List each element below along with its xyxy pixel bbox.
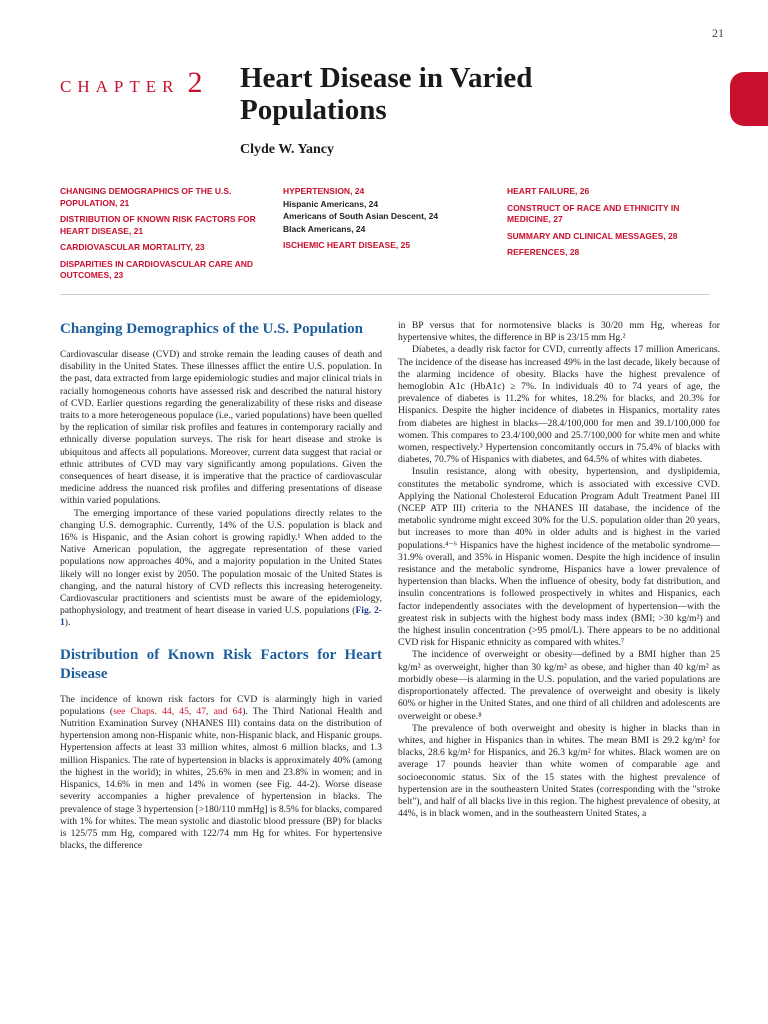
toc-entry[interactable]: REFERENCES, 28 (507, 247, 580, 257)
toc-entry[interactable]: DISPARITIES IN CARDIOVASCULAR CARE AND OUTCOMES, 23 (60, 258, 253, 280)
toc-column-1 (60, 186, 260, 287)
paragraph: Cardiovascular disease (CVD) and stroke remain the leading causes of death and disability in the United States. These illnesses afflict the entire U.S. population. In the past, data extracted from large epidemiologic studies and major clinical trials in racially homogeneous cohorts have assessed risk and described the natural history of CVD. Earlier questions regarding the generalizability of these risks and disease traits to a more heterogeneous populace (i.e., varied populations) have been quelled by the replication of similar risk profiles and features in contemporary racially and ethnically diverse population surveys. The risk for heart disease and stroke is ubiquitous and affects all populations. Moreover, current data suggest that racial or ethnic attributes of CVD may vary significantly among populations. Given the consequences of heart disease, it is imperative that the practice of cardiovascular medicine address the nuanced risk profiles and differing presentations of disease within varied populations. (60, 349, 382, 507)
toc-subentry[interactable]: Hispanic Americans, 24 (283, 198, 379, 209)
toc-column-3 (507, 186, 717, 264)
toc-entry[interactable]: CHANGING DEMOGRAPHICS OF THE U.S. POPULATION, 21 (60, 186, 232, 208)
toc-column-2 (283, 186, 463, 257)
left-column (60, 320, 382, 852)
toc-entry[interactable]: HYPERTENSION, 24 (283, 186, 365, 196)
paragraph: The prevalence of both overweight and obesity is higher in blacks than in whites, and higher in Hispanics than in whites. The mean BMI is 29.2 kg/m² for blacks, 28.6 kg/m² for Hispanics, and 26.3 kg/m² for whites. Black women are on average 17 pounds heavier than white women of comparable age and socioeconomic status. Six of the 15 states with the highest prevalence of hypertension are in the southeastern United States (corresponding with the "stroke belt"), and half of all blacks live in this region. The highest prevalence of obesity, at 44%, is in black women, and in the southeastern United States, a (398, 722, 720, 820)
toc-subentry[interactable]: Black Americans, 24 (283, 223, 366, 234)
toc-entry[interactable]: CARDIOVASCULAR MORTALITY, 23 (60, 242, 205, 252)
page-number: 21 (712, 26, 724, 40)
paragraph: Insulin resistance, along with obesity, hypertension, and dyslipidemia, constitutes the metabolic syndrome, which is associated with excessive CVD. Applying the National Cholesterol Education Program Adult Treatment Panel III (NCEP ATP III) criteria to the NHANES III database, the incidence of the metabolic syndrome might exceed 30% for the U.S. population older than 20 years, but increases to more than 40% in older adults and is highest in the varied populations.⁴⁻⁶ Hispanics have the highest incidence of the metabolic syndrome—31.9% overall, and 35% in Hispanic women. Despite the high incidence of insulin resistance and the metabolic syndrome, Hispanics have a lower prevalence of hypertension than blacks. When the influence of obesity, body fat distribution, and insulin concentrations is followed prospectively in whites and Hispanics, each factor independently associates with the development of hypertension—with the greatest risk in subjects with the highest body mass index (BMI; >30 kg/m²) and the highest insulin concentration (>95 pmol/L). There appears to be no additional CVD risk for Hispanic ethnicity as compared with whites.⁷ (398, 466, 720, 649)
figure-link[interactable]: Fig. 2-1 (60, 605, 382, 629)
heading-risk-factors: Distribution of Known Risk Factors for Heart Disease (60, 646, 382, 682)
chapter-number: 2 (187, 66, 203, 99)
chapter-reference-link[interactable]: see Chaps. 44, 45, 47, and 64 (113, 705, 243, 717)
toc-entry[interactable]: SUMMARY AND CLINICAL MESSAGES, 28 (507, 230, 678, 241)
toc-entry[interactable]: HEART FAILURE, 26 (507, 186, 590, 196)
toc-entry[interactable]: DISTRIBUTION OF KNOWN RISK FACTORS FOR HEART DISEASE, 21 (60, 214, 256, 236)
paragraph: The incidence of known risk factors for CVD is alarmingly high in varied populations (see Chaps. 44, 45, 47, and 64). The Third National Health and Nutrition Examination Survey (NHANES III) contains data on the distribution of hypertension among non-Hispanic white, non-Hispanic black, and Hispanic groups. Hypertension affects at least 33 million whites, almost 6 million blacks, and 1.3 million Hispanics. The rate of hypertension in blacks is approximately 40% (among the highest in the world); in whites, 25.6% in men and 23.8% in women; and in Hispanics, 14.6% in men and 14% in women (see Fig. 44-2). Worse disease severity accompanies a higher prevalence of hypertension in blacks. The prevalence of stage 3 hypertension [>180/110 mmHg] is 8.5% for blacks, compared with 1% for whites. The mean systolic and diastolic blood pressure (BP) for blacks is 125/75 mm Hg, compared with 122/74 mm Hg for whites. For hypertensive blacks, the difference (60, 693, 382, 852)
paragraph: The incidence of overweight or obesity—defined by a BMI higher than 25 kg/m² as overweight, higher than 30 kg/m² as obese, and higher than 40 kg/m² as morbidly obese—is alarming in the U.S. population, and the varied populations are disproportionately affected. The prevalence of overweight and obesity is likely 60% or higher in the United States, and one third of all children and adolescents are overweight or obese.⁸ (398, 649, 720, 722)
section-divider (60, 294, 710, 295)
toc-subentry[interactable]: Americans of South Asian Descent, 24 (283, 211, 439, 221)
paragraph: The emerging importance of these varied populations directly relates to the changing U.S. demographic. Currently, 14% of the U.S. population is black and 16% is Hispanic, and the Asian cohort is growing rapidly.¹ When added to the Native American population, the aggregate representation of these varied populations now approaches 40%, and a majority population in the United States likely will no longer exist by 2050. The population mosaic of the United States is changing, and the natural history of CVD reflects this increasing heterogeneity. Cardiovascular practitioners and scientists must be aware of the epidemiology, pathophysiology, and treatment of heart disease in varied U.S. populations (Fig. 2-1). (60, 507, 382, 629)
chapter-title: Heart Disease in Varied Populations (240, 62, 533, 126)
chapter-author: Clyde W. Yancy (240, 142, 335, 157)
toc-entry[interactable]: ISCHEMIC HEART DISEASE, 25 (283, 240, 411, 250)
chapter-label (60, 66, 202, 100)
right-column (398, 320, 720, 820)
paragraph: Diabetes, a deadly risk factor for CVD, currently affects 17 million Americans. The incidence of the disease has increased 49% in the last decade, likely because of the alarming incidence of obesity. Blacks have the highest prevalence of hemoglobin A1c (HbA1c) ≥ 7%. In individuals 40 to 74 years of age, the prevalence of diabetes is 11.2% for whites, 18.2% for blacks, and 20.3% for Hispanics. Despite the higher incidence of diabetes in Hispanics, mortality rates from diabetes are highest in blacks—28.4/100,000 for men and 39.1/100,000 for women. This compares to 23.4/100,000 and 25.7/100,000 for white men and white women, respectively.³ Hypertension concomitantly occurs in 75.4% of blacks with diabetes, 70.7% of Hispanics with diabetes, and 64.5% of whites with diabetes. (398, 344, 720, 466)
paragraph: in BP versus that for normotensive blacks is 30/20 mm Hg, whereas for hypertensive whites, the difference in BP is 23/15 mm Hg.² (398, 320, 720, 344)
heading-demographics: Changing Demographics of the U.S. Population (60, 321, 363, 337)
toc-entry[interactable]: CONSTRUCT OF RACE AND ETHNICITY IN MEDICINE, 27 (507, 202, 680, 224)
chapter-tab-marker (730, 72, 768, 126)
chapter-word: CHAPTER (60, 77, 180, 96)
